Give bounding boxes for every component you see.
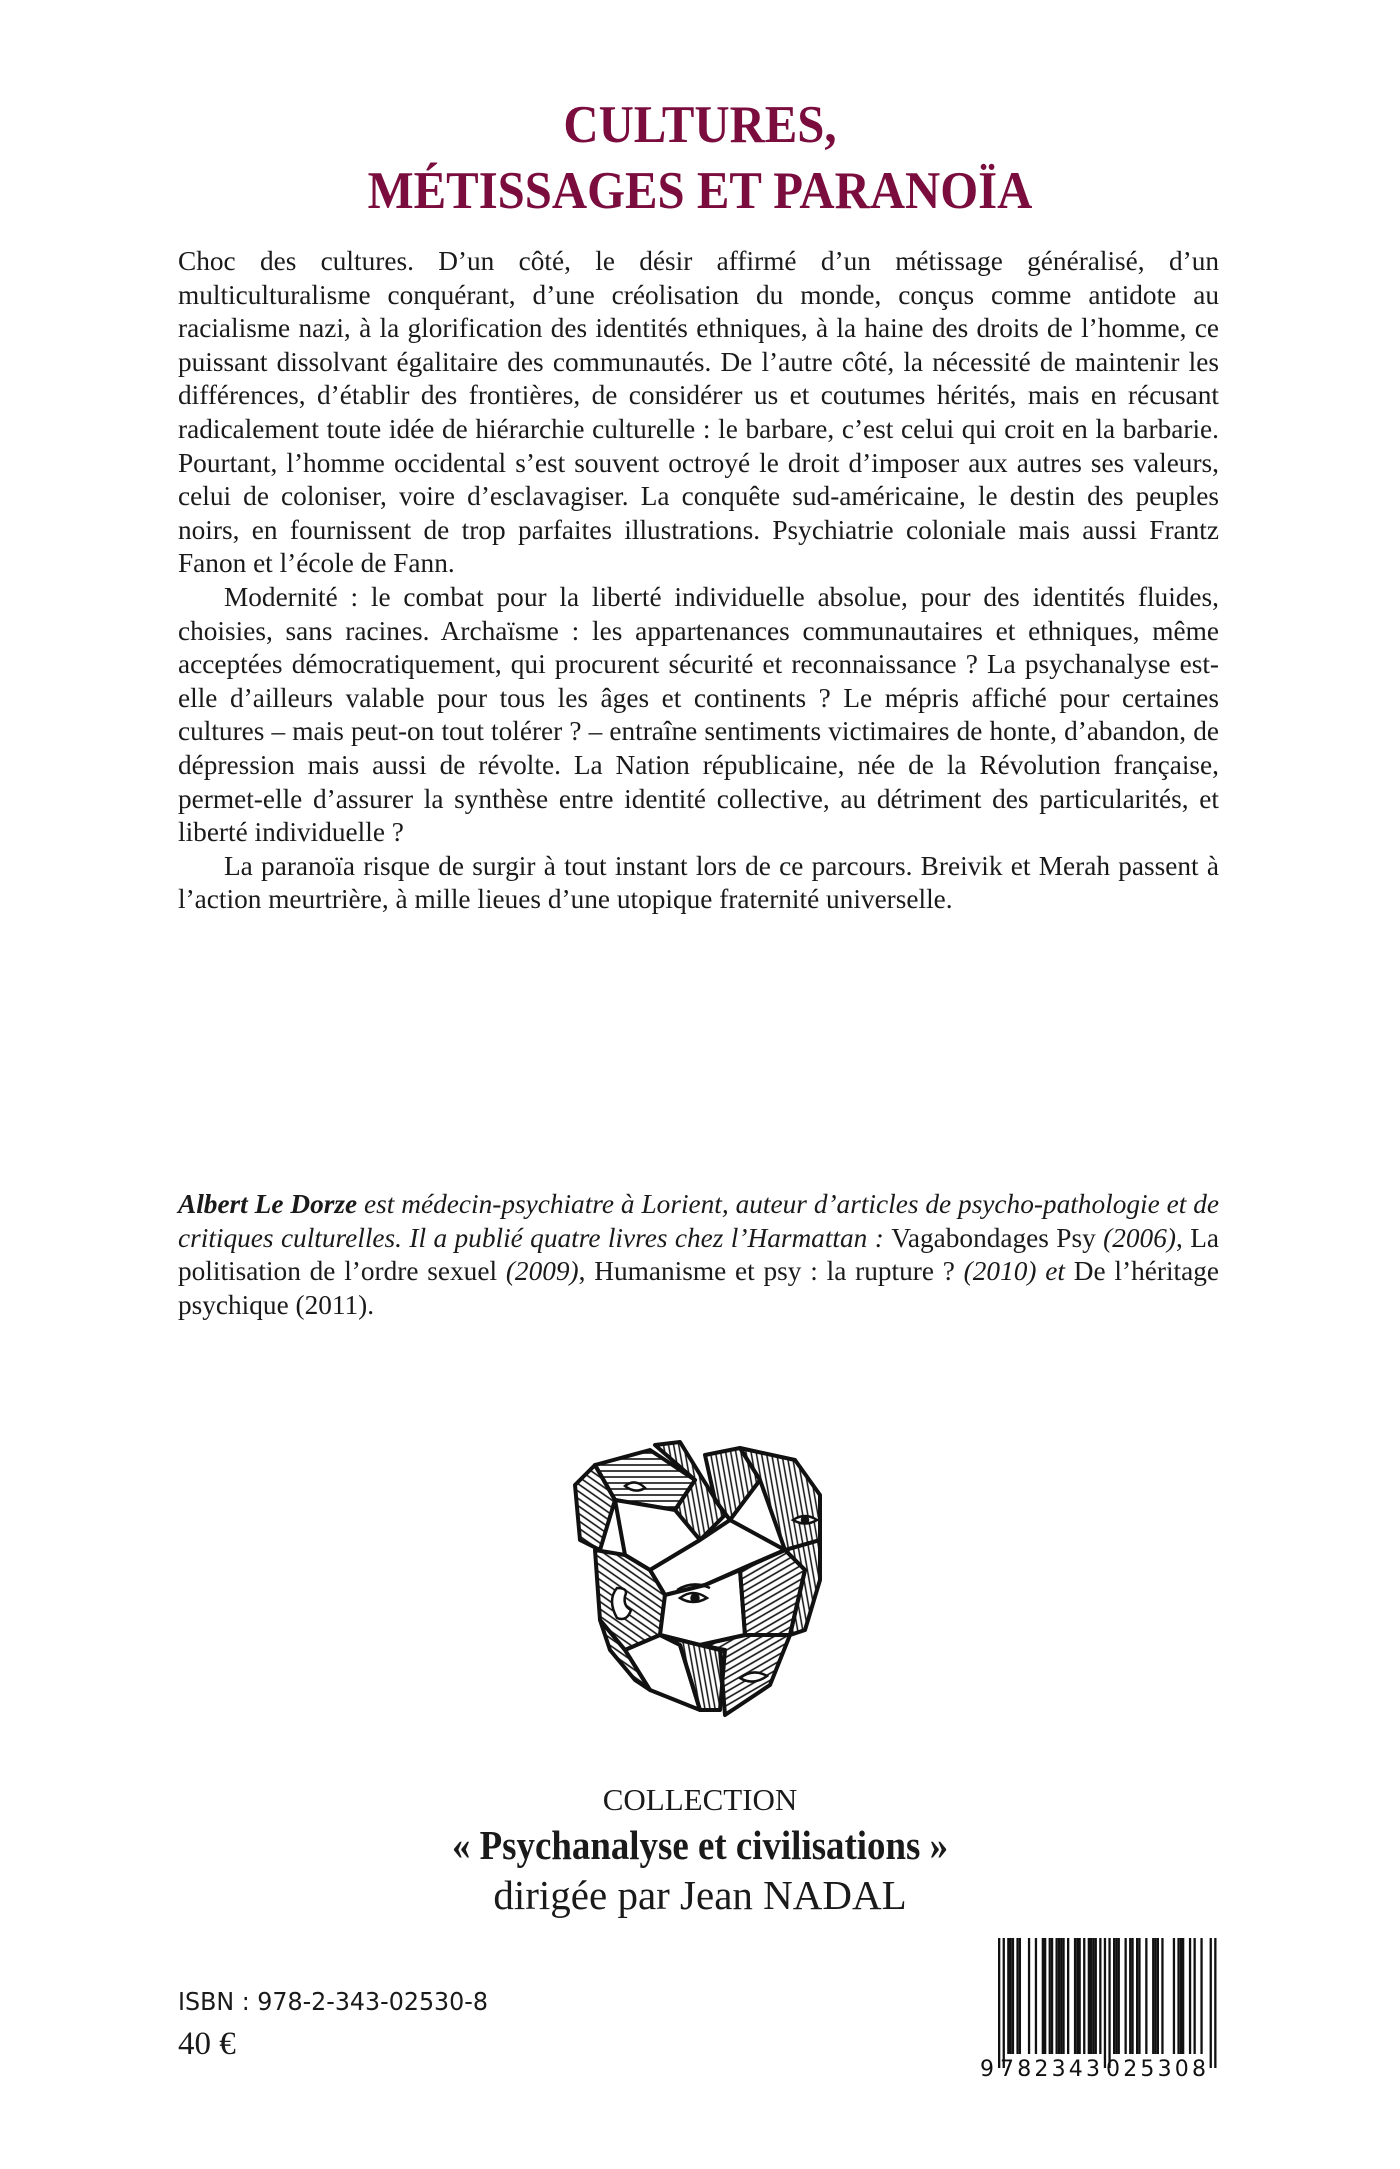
- barcode-bar: [1108, 1938, 1110, 2068]
- barcode-bar: [1056, 1938, 1058, 2054]
- barcode-digit-first: 9: [980, 2057, 994, 2080]
- barcode-bar: [1157, 1938, 1159, 2054]
- barcode-bar: [1058, 1938, 1060, 2054]
- barcode-bar: [1092, 1938, 1094, 2054]
- barcode-bar: [1083, 1938, 1085, 2054]
- barcode-bar: [1115, 1938, 1117, 2054]
- barcode-bar: [1180, 1938, 1182, 2054]
- barcode-bar: [1095, 1938, 1097, 2054]
- barcode-bar: [1099, 1938, 1101, 2054]
- barcode-bar: [1182, 1938, 1184, 2054]
- barcode-bar: [1177, 1938, 1179, 2054]
- title-line-1: CULTURES,: [563, 96, 837, 154]
- author-name: Albert Le Dorze: [178, 1189, 358, 1219]
- book-title: [56, 92, 1344, 224]
- barcode-bar: [1113, 1938, 1115, 2054]
- book-sep-1: ,: [1175, 1222, 1191, 1253]
- barcode-bar: [1074, 1938, 1076, 2054]
- barcode-bar: [998, 1938, 1000, 2068]
- book-sep-3: et: [1036, 1256, 1074, 1287]
- barcode-bar: [1076, 1938, 1078, 2054]
- barcode-bar: [1136, 1938, 1138, 2054]
- blurb-paragraph: La paranoïa risque de surgir à tout instant lors de ce parcours. Breivik et Merah passent à l’action meurtrière, à mille lieues d’une utopique fraternité universelle.: [178, 850, 1219, 915]
- author-bio-paragraph: [178, 1188, 1219, 1322]
- price: 40 €: [178, 2026, 236, 2062]
- barcode-bar: [1051, 1938, 1053, 2054]
- book-title-4: De l’héritage psychique: [178, 1256, 1220, 1320]
- collection-name: « Psychanalyse et civilisations »: [451, 1822, 949, 1868]
- barcode-bar: [1125, 1938, 1127, 2054]
- collection-director: dirigée par Jean NADAL: [493, 1872, 907, 1918]
- author-bio: [178, 1188, 1219, 1322]
- barcode-bar: [1088, 1938, 1090, 2054]
- barcode-digits-left: 782343: [1000, 2057, 1100, 2080]
- barcode-bar: [1145, 1938, 1147, 2054]
- barcode-bar: [1152, 1938, 1154, 2054]
- barcode-bar: [1042, 1938, 1044, 2054]
- barcode-bar: [1194, 1938, 1196, 2054]
- book-sep-2: ,: [578, 1256, 595, 1287]
- barcode-bar: [1079, 1938, 1081, 2054]
- barcode: [978, 1930, 1228, 2080]
- barcode-bar: [1016, 1938, 1018, 2054]
- collection-block: [0, 1780, 1400, 1920]
- barcode-bar: [1044, 1938, 1046, 2054]
- barcode-bar: [1104, 1938, 1106, 2068]
- barcode-bar: [1067, 1938, 1069, 2054]
- barcode-bar: [1129, 1938, 1131, 2054]
- barcode-bar: [1131, 1938, 1133, 2054]
- barcode-bar: [1189, 1938, 1191, 2054]
- barcode-bar: [1090, 1938, 1092, 2054]
- barcode-bar: [1010, 1938, 1012, 2054]
- collection-label: COLLECTION: [602, 1782, 798, 1817]
- barcode-bar: [1035, 1938, 1037, 2054]
- book-year-4: (2011).: [288, 1289, 375, 1320]
- isbn: ISBN : 978-2-343-02530-8: [178, 1987, 488, 2016]
- barcode-bar: [1200, 1938, 1202, 2054]
- book-year-1: (2006): [1095, 1222, 1176, 1253]
- barcode-bar: [1214, 1938, 1216, 2068]
- barcode-bar: [1173, 1938, 1175, 2054]
- blurb-paragraph: Choc des cultures. D’un côté, le désir affirmé d’un métissage généralisé, d’un multiculturalisme conquérant, d’une créolisation du monde, conçus comme antidote au racialisme nazi, à la glorification des identités ethniques, à la haine des droits de l’homme, ce puissant dissolvant égalitaire des communautés. De l’autre côté, la nécessité de maintenir les différences, d’établir des frontières, de considérer us et coutumes hérités, mais en récusant radicalement toute idée de hiérarchie culturelle : le barbare, c’est celui qui croit en la barbarie. Pourtant, l’homme occidental s’est souvent octroyé le droit d’imposer aux autres ses valeurs, celui de coloniser, voire d’esclavagiser. La conquête sud-américaine, le destin des peuples noirs, en fournissent de trop parfaites illustrations. Psychiatrie coloniale mais aussi Frantz Fanon et l’école de Fann.: [178, 246, 1219, 579]
- book-title-2: La politisation de l’ordre sexuel: [178, 1222, 1219, 1287]
- barcode-bar: [1028, 1938, 1030, 2054]
- barcode-bars: [998, 1938, 1217, 2068]
- book-year-2: (2009): [497, 1256, 579, 1287]
- cubist-face-emblem-icon: [555, 1420, 845, 1720]
- book-title-1: Vagabondages Psy: [891, 1222, 1096, 1253]
- book-year-3: (2010): [954, 1256, 1037, 1287]
- barcode-bar: [1138, 1938, 1140, 2054]
- barcode-digits-right: 025308: [1106, 2057, 1206, 2080]
- book-title-3: Humanisme et psy : la rupture ?: [594, 1256, 955, 1287]
- barcode-bar: [1049, 1938, 1051, 2054]
- barcode-bar: [1060, 1938, 1062, 2054]
- barcode-bar: [1003, 1938, 1005, 2068]
- barcode-bar: [1019, 1938, 1021, 2054]
- barcode-bar: [1210, 1938, 1212, 2068]
- blurb-paragraph: Modernité : le combat pour la liberté individuelle absolue, pour des identités fluides, choisies, sans racines. Archaïsme : les appartenances communautaires et ethniques, même acceptées démocratiquement, qui procurent sécurité et reconnaissance ? La psychanalyse est-elle d’ailleurs valable pour tous les âges et continents ? Le mépris affiché pour certaines cultures – mais peut-on tout tolérer ? – entraîne sentiments victimaires de honte, d’abandon, de dépression mais aussi de révolte. La Nation républicaine, née de la Révolution française, permet-elle d’assurer la synthèse entre identité collective, au détriment des particularités, et liberté individuelle ?: [178, 581, 1219, 848]
- blurb-text: [178, 245, 1219, 917]
- barcode-bar: [1154, 1938, 1156, 2054]
- barcode-bar: [1062, 1938, 1064, 2054]
- barcode-bar: [1161, 1938, 1163, 2054]
- barcode-bar: [1012, 1938, 1014, 2054]
- author-intro: est médecin-psychiatre à Lorient, auteur d’articles de psycho-pathologie et de critiques culturelles. Il a publié quatre livres chez l’Harmattan :: [178, 1189, 1219, 1253]
- barcode-bar: [1118, 1938, 1120, 2054]
- title-line-2: MÉTISSAGES ET PARANOÏA: [367, 162, 1033, 220]
- barcode-bar: [1007, 1938, 1009, 2054]
